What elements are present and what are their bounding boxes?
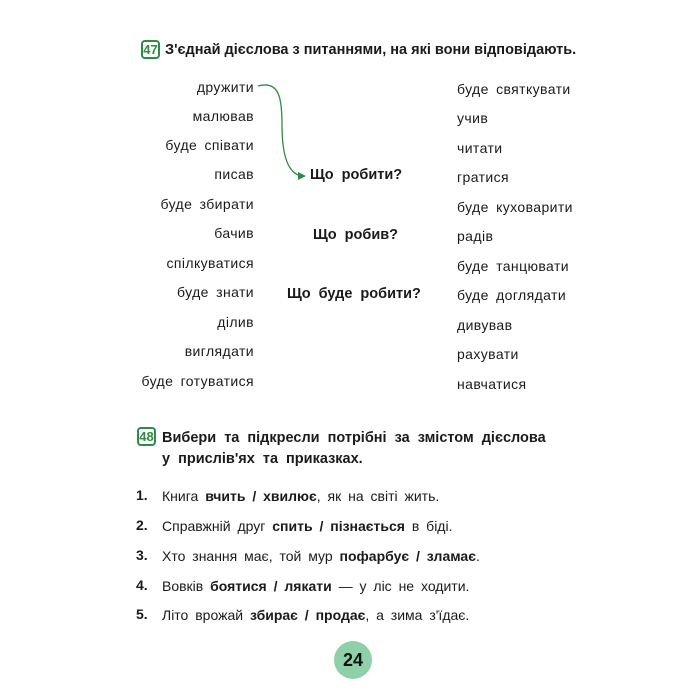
- question: Що робив?: [313, 227, 399, 243]
- right-word: дивував: [457, 317, 513, 333]
- left-word: буде готуватися: [141, 373, 254, 389]
- task-48-title-line1: Вибери та підкресли потрібні за змістом дієслова: [162, 430, 546, 446]
- right-word: читати: [457, 140, 503, 156]
- question: Що робити?: [310, 167, 403, 183]
- sentence: Справжній друг спить / пізнається в біді.: [162, 518, 453, 534]
- sentence: Вовків боятися / лякати — у ліс не ходити.: [162, 578, 470, 594]
- option[interactable]: лякати: [284, 578, 332, 594]
- left-word: виглядати: [184, 343, 254, 359]
- question: Що буде робити?: [287, 286, 421, 302]
- example-arrow: [250, 80, 320, 190]
- option[interactable]: пофарбує: [339, 548, 410, 564]
- right-word: рахувати: [457, 346, 519, 362]
- left-word: ділив: [217, 314, 254, 330]
- sentence-number: 4.: [136, 577, 148, 593]
- right-word: навчатися: [457, 376, 527, 392]
- sentence-number: 5.: [136, 606, 148, 622]
- option[interactable]: продає: [315, 607, 366, 623]
- task-47-title: З'єднай дієслова з питаннями, на які вони відповідають.: [165, 42, 577, 58]
- right-word: буде доглядати: [457, 287, 567, 303]
- right-word: гратися: [457, 169, 509, 185]
- right-word: буде святкувати: [457, 81, 571, 97]
- task-48-title-line2: у прислів'ях та приказках.: [162, 451, 363, 467]
- left-word: малював: [192, 108, 254, 124]
- option[interactable]: боятися: [210, 578, 267, 594]
- right-word: буде куховарити: [457, 199, 573, 215]
- left-word: спілкуватися: [166, 255, 254, 271]
- option[interactable]: пізнається: [330, 518, 405, 534]
- sentence: Літо врожай збирає / продає, а зима з'їдає.: [162, 607, 470, 623]
- page-number: 24: [334, 641, 372, 679]
- option[interactable]: збирає: [249, 607, 298, 623]
- right-word: учив: [457, 110, 489, 126]
- left-word: дружити: [196, 79, 254, 95]
- left-word: буде збирати: [160, 196, 254, 212]
- right-word: радів: [457, 228, 494, 244]
- sentence-number: 3.: [136, 547, 148, 563]
- left-word: бачив: [214, 225, 254, 241]
- sentence-number: 2.: [136, 517, 148, 533]
- task-48-badge: 48: [137, 427, 156, 446]
- task-47-badge: 47: [141, 40, 160, 59]
- option[interactable]: хвилює: [263, 488, 317, 504]
- left-word: писав: [214, 166, 254, 182]
- sentence: Хто знання має, той мур пофарбує / зламає.: [162, 548, 480, 564]
- sentence: Книга вчить / хвилює, як на світі жить.: [162, 488, 440, 504]
- option[interactable]: вчить: [205, 488, 246, 504]
- sentence-number: 1.: [136, 487, 148, 503]
- left-word: буде знати: [177, 284, 254, 300]
- right-word: буде танцювати: [457, 258, 569, 274]
- option[interactable]: зламає: [426, 548, 476, 564]
- option[interactable]: спить: [272, 518, 313, 534]
- left-word: буде співати: [165, 137, 254, 153]
